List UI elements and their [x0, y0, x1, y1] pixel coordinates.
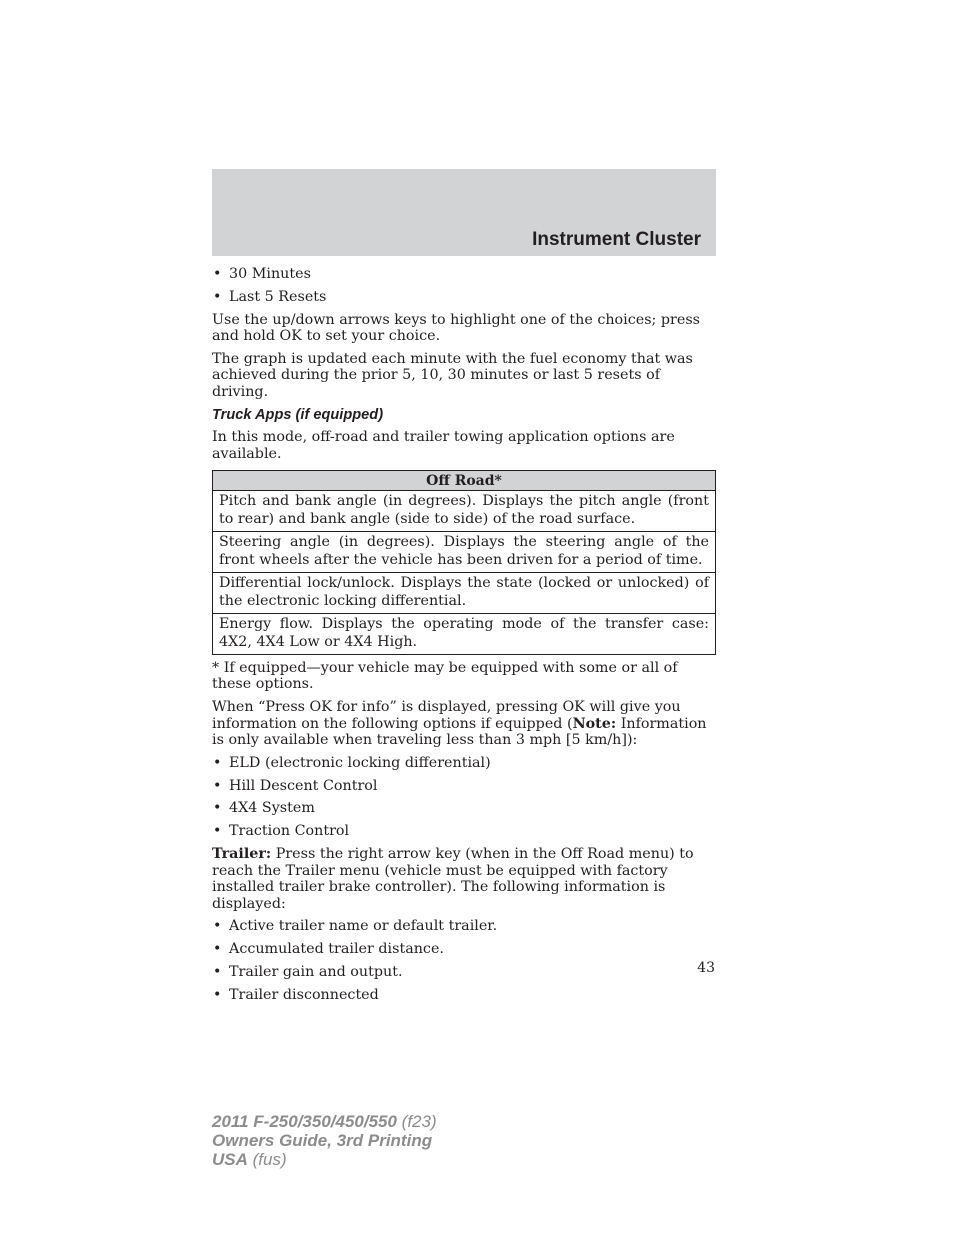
section-header-band: [212, 169, 716, 256]
trailer-paragraph: Trailer: Press the right arrow key (when in the Off Road menu) to reach the Trailer menu (vehicle must be equipped with factory installed trailer brake controller). The following information is displayed:: [212, 846, 694, 912]
note-label: Note:: [572, 715, 617, 732]
list-item: • Traction Control: [213, 823, 350, 840]
instruction-paragraph: Use the up/down arrows keys to highlight one of the choices; press and hold OK to set your choice.: [212, 311, 701, 345]
page-content: [212, 266, 716, 1010]
footer-guide-line: Owners Guide, 3rd Printing: [212, 1131, 433, 1150]
bullet-icon: •: [213, 918, 222, 935]
list-item: • Active trailer name or default trailer.: [213, 918, 498, 935]
truck-apps-intro: In this mode, off-road and trailer towing application options are available.: [212, 429, 675, 462]
page-number: 43: [697, 960, 715, 976]
table-row: [213, 613, 716, 654]
bullet-icon: •: [213, 986, 222, 1003]
table-row: [213, 572, 716, 613]
truck-apps-heading: Truck Apps (if equipped): [212, 407, 384, 424]
list-item: • Trailer disconnected: [213, 986, 379, 1003]
bullet-icon: •: [213, 800, 222, 817]
footer-region-line: USA (fus): [212, 1150, 287, 1169]
press-ok-paragraph: When “Press OK for info” is displayed, pressing OK will give you information on the following options if equipped (Note: Information is only available when traveling less than 3 mph [5 km/h]):: [212, 699, 707, 749]
table-cell: Energy flow. Displays the operating mode of the transfer case: 4X2, 4X4 Low or 4X4 High.: [213, 613, 716, 654]
document-footer: [212, 1112, 437, 1169]
trailer-label: Trailer:: [212, 846, 272, 863]
bullet-icon: •: [213, 754, 222, 771]
table-footnote: * If equipped—your vehicle may be equipped with some or all of these options.: [212, 659, 678, 693]
table-cell: Pitch and bank angle (in degrees). Displays the pitch angle (front to rear) and bank angle (side to side) of the road surface.: [213, 490, 716, 531]
graph-paragraph: The graph is updated each minute with the fuel economy that was achieved during the prior 5, 10, 30 minutes or last 5 resets of driving.: [212, 350, 693, 400]
table-row: [213, 531, 716, 572]
bullet-icon: •: [213, 288, 222, 305]
list-item: • ELD (electronic locking differential): [213, 754, 491, 771]
list-item: • Last 5 Resets: [213, 288, 327, 305]
section-title: Instrument Cluster: [532, 229, 701, 250]
off-road-table: [212, 470, 716, 655]
bullet-icon: •: [213, 823, 222, 840]
table-row: [213, 490, 716, 531]
info-options-list: [212, 755, 716, 840]
list-item: • 4X4 System: [213, 800, 315, 817]
table-cell: Steering angle (in degrees). Displays the steering angle of the front wheels after the vehicle has been driven for a period of time.: [213, 531, 716, 572]
list-item: • Hill Descent Control: [213, 777, 378, 794]
bullet-icon: •: [213, 266, 222, 282]
bullet-icon: •: [213, 777, 222, 794]
list-item: • 30 Minutes: [213, 266, 311, 282]
bullet-icon: •: [213, 941, 222, 958]
display-options-list: [212, 266, 716, 305]
list-item: • Trailer gain and output.: [213, 964, 403, 981]
bullet-icon: •: [213, 964, 222, 981]
list-item: • Accumulated trailer distance.: [213, 941, 444, 958]
footer-model-line: 2011 F-250/350/450/550 (f23): [212, 1112, 437, 1131]
table-cell: Differential lock/unlock. Displays the state (locked or unlocked) of the electronic locking differential.: [213, 572, 716, 613]
table-header: Off Road*: [213, 470, 716, 490]
